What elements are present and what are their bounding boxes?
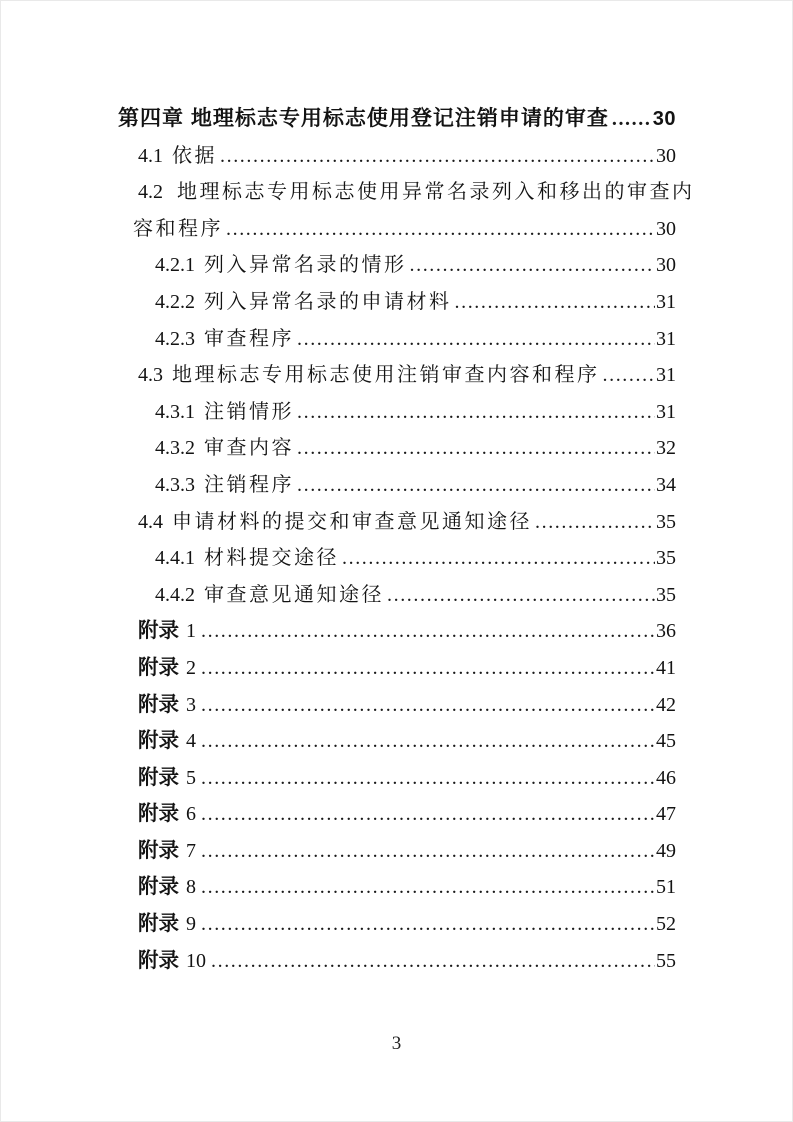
toc-entry-4-3-3[interactable] <box>155 467 676 504</box>
entry-number: 4.4.1 <box>155 547 195 570</box>
appendix-number: 5 <box>186 766 196 789</box>
toc-entry-appendix-1[interactable] <box>138 613 676 650</box>
entry-title: 列入异常名录的情形 <box>204 254 407 277</box>
entry-number: 4.4 <box>138 510 163 533</box>
page-number: 45 <box>656 730 676 753</box>
toc-entry-4-1[interactable] <box>138 138 676 175</box>
dot-leader <box>226 211 655 248</box>
toc-entry-chapter-4[interactable] <box>118 101 676 138</box>
dot-leader <box>201 833 655 870</box>
entry-title: 材料提交途径 <box>204 547 339 570</box>
toc-entry-4-4-2[interactable] <box>155 577 676 614</box>
appendix-label: 附录 <box>138 948 179 972</box>
page-number: 35 <box>656 547 676 570</box>
page-number: 31 <box>656 400 676 423</box>
dot-leader <box>297 321 655 358</box>
appendix-label: 附录 <box>138 655 179 679</box>
toc-entry-appendix-9[interactable] <box>138 906 676 943</box>
entry-number: 4.2.3 <box>155 327 195 350</box>
toc-entry-4-3[interactable] <box>138 357 676 394</box>
dot-leader <box>201 796 655 833</box>
dot-leader <box>201 613 655 650</box>
page-number: 49 <box>656 839 676 862</box>
appendix-number: 7 <box>186 839 196 862</box>
appendix-number: 6 <box>186 803 196 826</box>
appendix-label: 附录 <box>138 875 179 899</box>
toc-entry-appendix-10[interactable] <box>138 943 676 980</box>
dot-leader <box>297 394 655 431</box>
entry-title: 列入异常名录的申请材料 <box>204 290 452 313</box>
page-number: 30 <box>656 254 676 277</box>
appendix-number: 4 <box>186 730 196 753</box>
toc-entry-4-2-2[interactable] <box>155 284 676 321</box>
dot-leader <box>211 943 655 980</box>
page-number: 30 <box>652 108 676 130</box>
appendix-label: 附录 <box>138 619 179 643</box>
appendix-number: 1 <box>186 620 196 643</box>
entry-number: 4.2 <box>138 181 163 204</box>
page-number: 30 <box>656 144 676 167</box>
entry-title: 申请材料的提交和审查意见通知途径 <box>172 510 532 533</box>
toc-entry-4-4-1[interactable] <box>155 540 676 577</box>
dot-leader <box>410 247 656 284</box>
entry-title: 容和程序 <box>133 217 223 240</box>
toc-entry-appendix-8[interactable] <box>138 869 676 906</box>
toc-entry-appendix-6[interactable] <box>138 796 676 833</box>
appendix-label: 附录 <box>138 692 179 716</box>
page-number: 41 <box>656 656 676 679</box>
dot-leader <box>220 138 655 175</box>
toc-entry-appendix-3[interactable] <box>138 687 676 724</box>
appendix-number: 2 <box>186 656 196 679</box>
entry-title: 依据 <box>172 144 217 167</box>
toc-entry-4-3-1[interactable] <box>155 394 676 431</box>
entry-title: 审查程序 <box>204 327 294 350</box>
entry-title: 审查内容 <box>204 437 294 460</box>
appendix-label: 附录 <box>138 765 179 789</box>
entry-number: 4.4.2 <box>155 583 195 606</box>
entry-title: 注销程序 <box>204 473 294 496</box>
entry-title: 审查意见通知途径 <box>204 583 384 606</box>
page-number: 36 <box>656 620 676 643</box>
dot-leader <box>201 906 655 943</box>
toc-entry-appendix-2[interactable] <box>138 650 676 687</box>
entry-title: 地理标志专用标志使用异常名录列入和移出的审查内 <box>177 181 695 204</box>
page-number: 35 <box>656 510 676 533</box>
entry-number: 4.3.3 <box>155 473 195 496</box>
dot-leader <box>387 577 655 614</box>
entry-title: 地理标志专用标志使用注销审查内容和程序 <box>172 364 600 387</box>
appendix-number: 3 <box>186 693 196 716</box>
dot-leader <box>297 467 655 504</box>
dot-leader <box>201 723 655 760</box>
toc-entry-4-2-line2[interactable] <box>133 211 676 248</box>
toc-entry-4-4[interactable] <box>138 504 676 541</box>
dot-leader <box>201 650 655 687</box>
dot-leader <box>455 284 656 321</box>
page-number: 47 <box>656 803 676 826</box>
entry-number: 4.1 <box>138 144 163 167</box>
page-number: 51 <box>656 876 676 899</box>
toc-entry-4-2-3[interactable] <box>155 321 676 358</box>
appendix-label: 附录 <box>138 729 179 753</box>
entry-number: 4.3 <box>138 364 163 387</box>
table-of-contents <box>118 101 695 979</box>
dot-leader <box>342 540 655 577</box>
dot-leader <box>535 504 655 541</box>
toc-entry-4-3-2[interactable] <box>155 430 676 467</box>
appendix-label: 附录 <box>138 802 179 826</box>
page-number: 31 <box>656 327 676 350</box>
dot-leader <box>603 357 656 394</box>
toc-entry-appendix-4[interactable] <box>138 723 676 760</box>
page-number: 52 <box>656 913 676 936</box>
toc-entry-appendix-5[interactable] <box>138 760 676 797</box>
entry-number: 4.2.1 <box>155 254 195 277</box>
toc-entry-4-2-1[interactable] <box>155 247 676 284</box>
dot-leader <box>201 760 655 797</box>
entry-number: 4.2.2 <box>155 290 195 313</box>
page-number: 32 <box>656 437 676 460</box>
entry-number: 4.3.2 <box>155 437 195 460</box>
page-number: 55 <box>656 949 676 972</box>
appendix-label: 附录 <box>138 912 179 936</box>
toc-entry-appendix-7[interactable] <box>138 833 676 870</box>
page-number: 46 <box>656 766 676 789</box>
entry-title: 注销情形 <box>204 400 294 423</box>
entry-number: 4.3.1 <box>155 400 195 423</box>
page-number: 31 <box>656 364 676 387</box>
page-number: 35 <box>656 583 676 606</box>
chapter-title: 第四章 地理标志专用标志使用登记注销申请的审查 <box>118 107 609 130</box>
appendix-number: 10 <box>186 949 206 972</box>
appendix-number: 9 <box>186 913 196 936</box>
page-number: 42 <box>656 693 676 716</box>
page-number: 30 <box>656 217 676 240</box>
toc-entry-4-2-line1[interactable] <box>138 174 695 211</box>
dot-leader <box>201 869 655 906</box>
dot-leader <box>297 430 655 467</box>
page-number: 31 <box>656 290 676 313</box>
page-number: 34 <box>656 473 676 496</box>
footer-page-number: 3 <box>391 1033 402 1054</box>
dot-leader <box>201 687 655 724</box>
appendix-label: 附录 <box>138 838 179 862</box>
appendix-number: 8 <box>186 876 196 899</box>
dot-leader <box>612 101 652 138</box>
